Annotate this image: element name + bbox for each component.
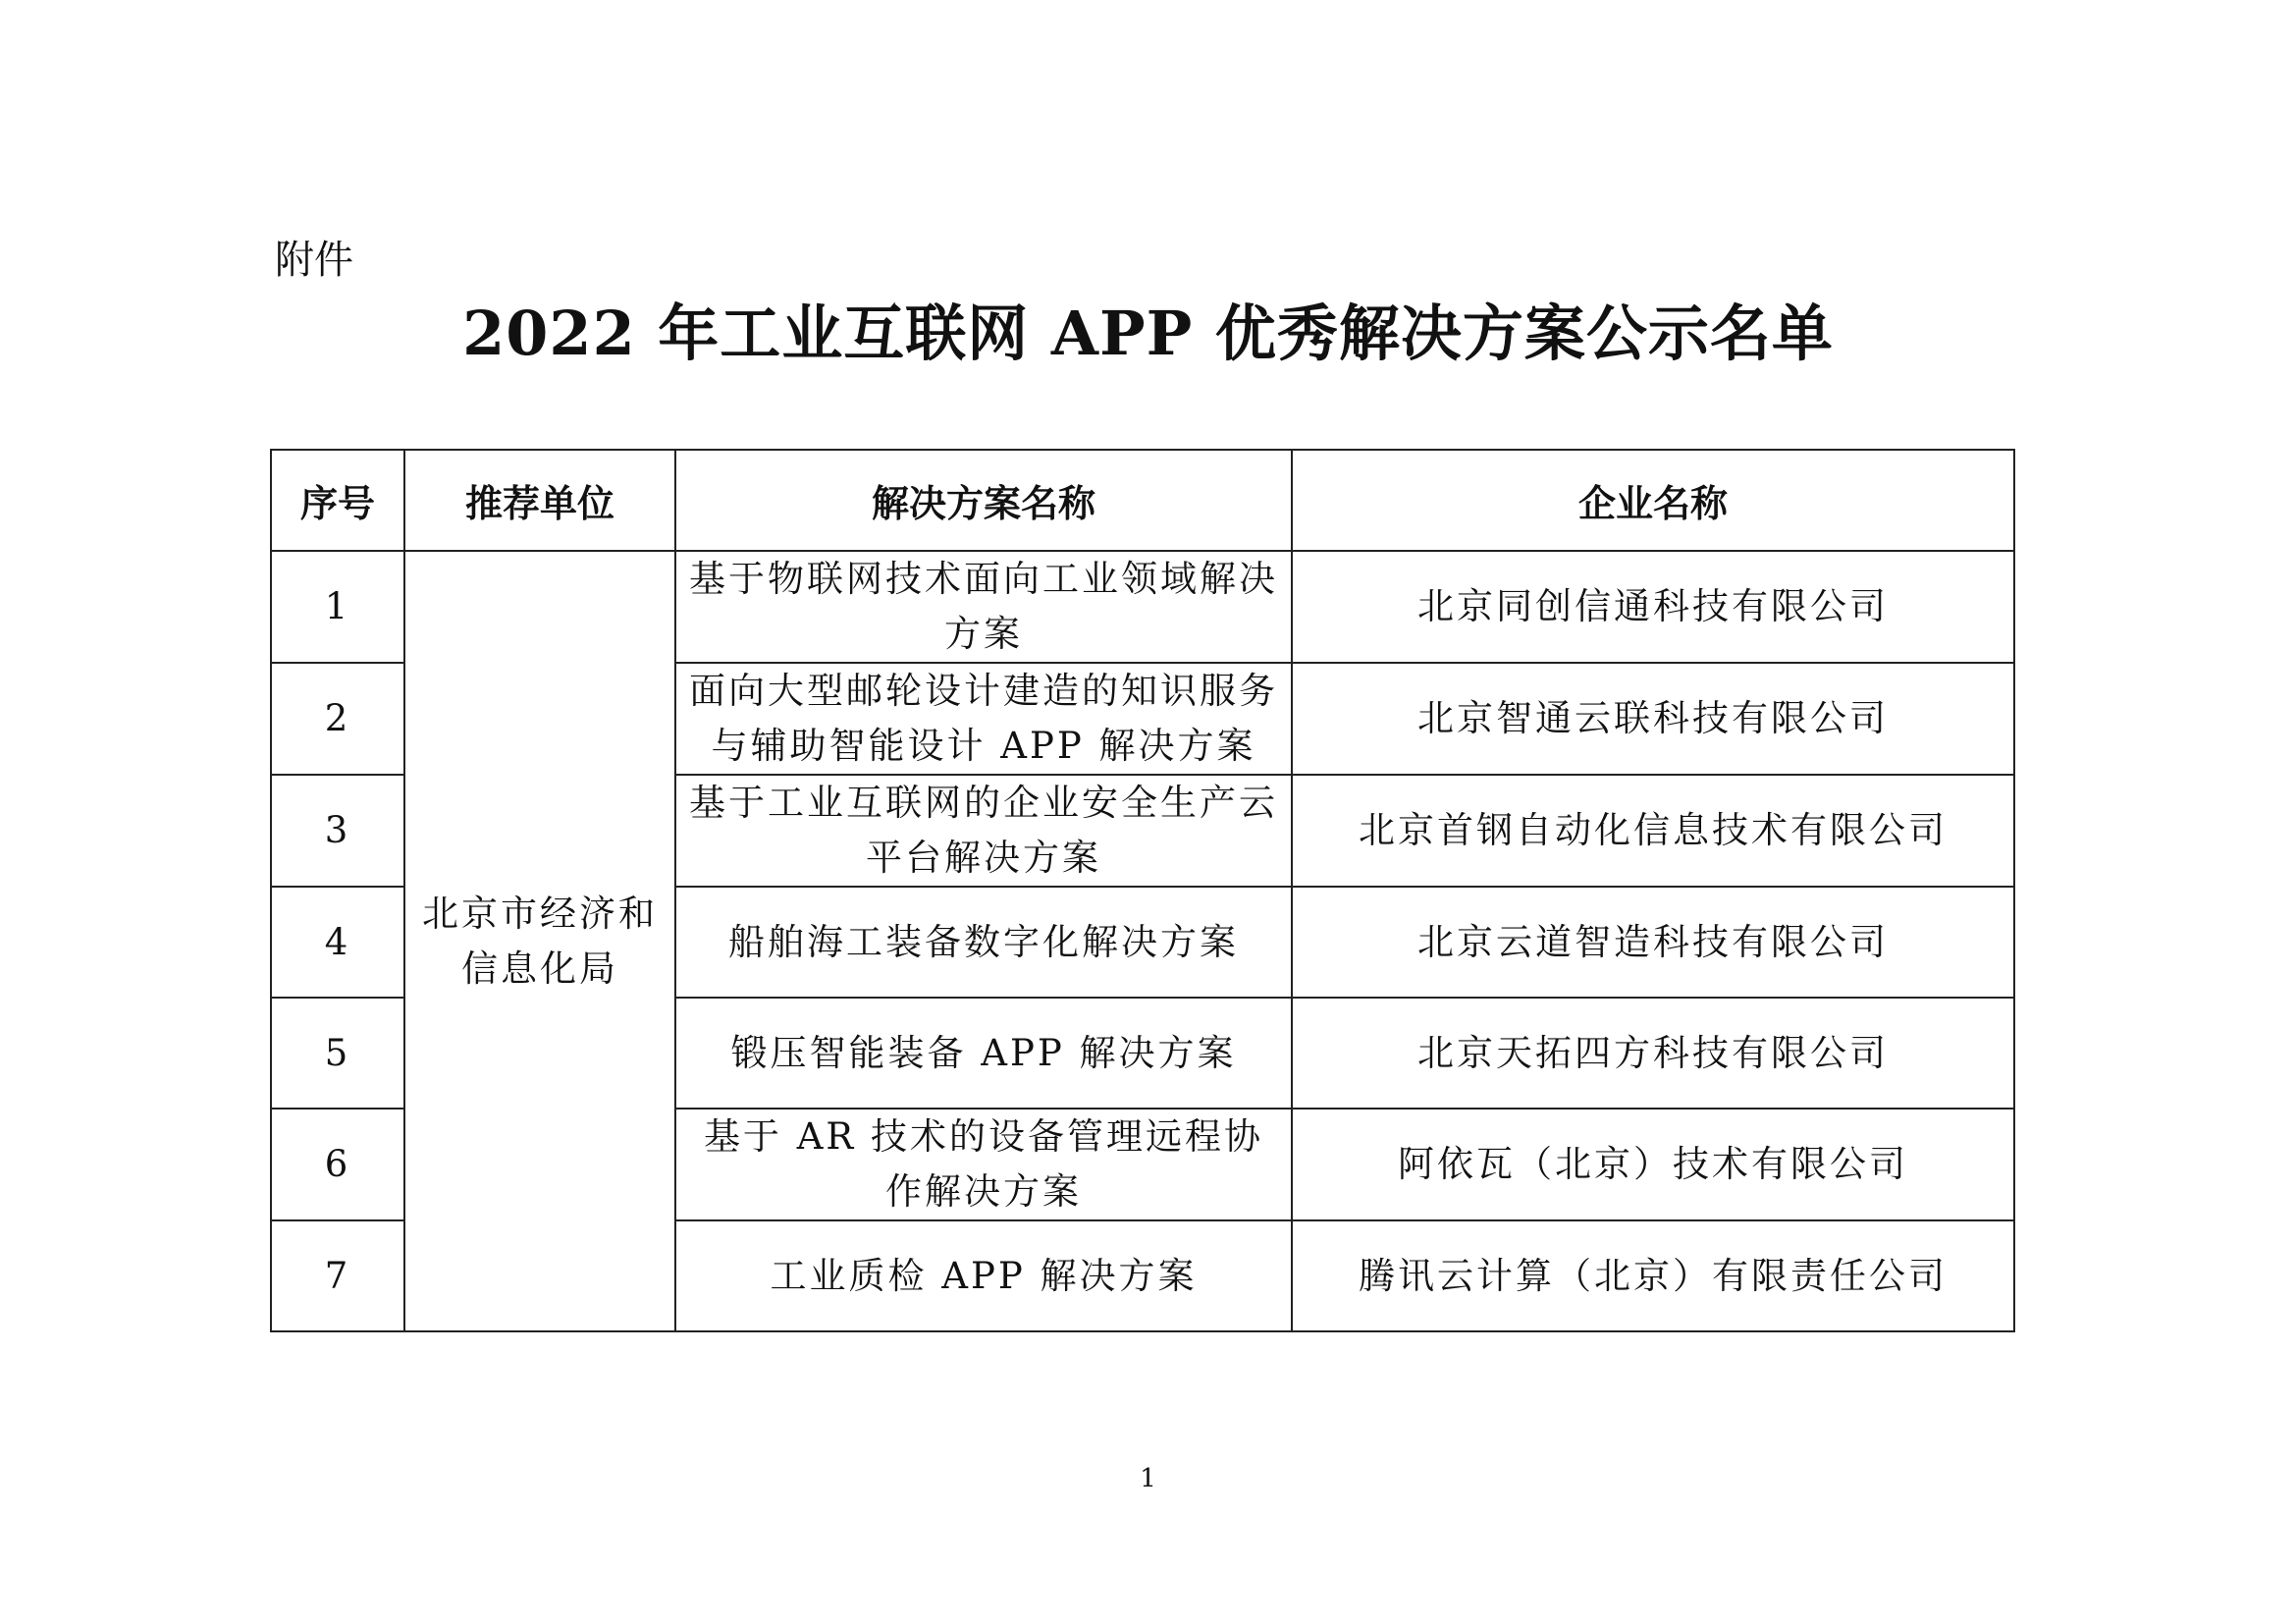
row-index: 6 xyxy=(271,1109,404,1220)
page-number: 1 xyxy=(1140,1464,1156,1493)
solution-name-cell: 基于 AR 技术的设备管理远程协作解决方案 xyxy=(675,1109,1292,1220)
header-solution-name: 解决方案名称 xyxy=(675,450,1292,551)
row-index: 5 xyxy=(271,998,404,1109)
row-index: 1 xyxy=(271,551,404,663)
recommending-unit-cell: 北京市经济和信息化局 xyxy=(404,551,675,1331)
header-company-name: 企业名称 xyxy=(1292,450,2014,551)
solution-name-cell: 锻压智能装备 APP 解决方案 xyxy=(675,998,1292,1109)
solution-name-cell: 基于物联网技术面向工业领域解决方案 xyxy=(675,551,1292,663)
solution-name-cell: 工业质检 APP 解决方案 xyxy=(675,1220,1292,1331)
row-index: 7 xyxy=(271,1220,404,1331)
header-index: 序号 xyxy=(271,450,404,551)
company-name-cell: 北京同创信通科技有限公司 xyxy=(1292,551,2014,663)
solution-name-cell: 船舶海工装备数字化解决方案 xyxy=(675,887,1292,998)
company-name-cell: 阿依瓦（北京）技术有限公司 xyxy=(1292,1109,2014,1220)
solutions-table xyxy=(270,449,2015,1332)
company-name-cell: 北京首钢自动化信息技术有限公司 xyxy=(1292,775,2014,887)
row-index: 3 xyxy=(271,775,404,887)
company-name-cell: 腾讯云计算（北京）有限责任公司 xyxy=(1292,1220,2014,1331)
table-header-row xyxy=(271,450,2014,551)
document-title: 2022 年工业互联网 APP 优秀解决方案公示名单 xyxy=(462,298,1834,369)
row-index: 4 xyxy=(271,887,404,998)
company-name-cell: 北京云道智造科技有限公司 xyxy=(1292,887,2014,998)
header-recommending-unit: 推荐单位 xyxy=(404,450,675,551)
solution-name-cell: 基于工业互联网的企业安全生产云平台解决方案 xyxy=(675,775,1292,887)
table-row xyxy=(271,551,2014,663)
company-name-cell: 北京天拓四方科技有限公司 xyxy=(1292,998,2014,1109)
attachment-label: 附件 xyxy=(275,238,353,283)
row-index: 2 xyxy=(271,663,404,775)
company-name-cell: 北京智通云联科技有限公司 xyxy=(1292,663,2014,775)
solution-name-cell: 面向大型邮轮设计建造的知识服务与辅助智能设计 APP 解决方案 xyxy=(675,663,1292,775)
